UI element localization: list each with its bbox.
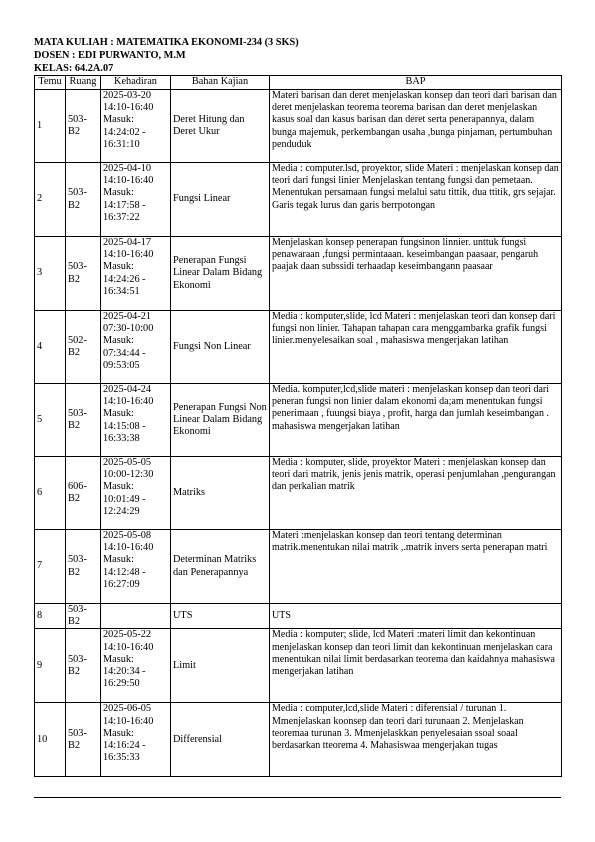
kehadiran-line: Masuk: — [103, 114, 134, 126]
cell-ruang: 502-B2 — [66, 311, 101, 384]
cell-kehadiran — [101, 457, 171, 530]
bap-text: Materi :menjelaskan konsep dan teori tentang determinan matrik.menentukan nilai matrik ,.matrik invers serta penerapan matri — [272, 530, 548, 554]
kehadiran-line: 14:20:34 - — [103, 666, 146, 678]
document-page — [34, 36, 561, 777]
kehadiran-line: 16:34:51 — [103, 285, 140, 297]
kehadiran-line: 14:17:58 - — [103, 199, 146, 211]
kehadiran-line: Masuk: — [103, 481, 134, 493]
cell-bap — [270, 311, 562, 384]
kehadiran-line: 14:16:24 - — [103, 740, 146, 752]
table-row — [35, 530, 562, 604]
cell-bap — [270, 163, 562, 237]
bap-text: Media : komputer,slide, lcd Materi : menjelaskan teori dan konsep dari fungsi non linier. Tahapan tahapan cara menggambarka grafik fungsi linier.menyelesaikan soal , mahasiswa mengerjakan latihan — [272, 311, 556, 347]
cell-bahan-kajian: Penerapan Fungsi Non Linear Dalam Bidang Ekonomi — [171, 384, 270, 457]
cell-kehadiran — [101, 703, 171, 777]
cell-kehadiran — [101, 384, 171, 457]
cell-temu: 6 — [35, 457, 66, 530]
kehadiran-line: 14:10-16:40 — [103, 175, 154, 187]
cell-temu: 7 — [35, 530, 66, 604]
kehadiran-line: Masuk: — [103, 653, 134, 665]
table-row — [35, 90, 562, 163]
cell-bap — [270, 530, 562, 604]
kehadiran-line: Masuk: — [103, 261, 134, 273]
cell-bap — [270, 604, 562, 629]
cell-bap — [270, 90, 562, 163]
cell-temu: 1 — [35, 90, 66, 163]
kehadiran-line: 14:12:48 - — [103, 566, 146, 578]
table-header-row — [35, 76, 562, 90]
kehadiran-line: 2025-06-05 — [103, 703, 152, 715]
kehadiran-line: 14:10-16:40 — [103, 641, 154, 653]
table-body — [35, 90, 562, 777]
cell-temu: 2 — [35, 163, 66, 237]
bap-text: Media : komputer; slide, lcd Materi :materi limit dan kekontinuan menjelaskan konsep dan teori limit dan kekontinuan menjelaskan cara menentukan nilai limit berdasarkan teorema dan kaidahnya mahasiswa mengerjakan latihan — [272, 629, 555, 678]
table-row — [35, 703, 562, 777]
kehadiran-line: 2025-04-10 — [103, 163, 152, 174]
bap-text: Media : komputer, slide, proyektor Materi : menjelaskan konsep dan teori dari matrik, jenis jenis matrik, operasi penjumlahan ,pengurangan dan perkalian matrik — [272, 457, 556, 493]
lecturer-name: DOSEN : EDI PURWANTO, M.M — [34, 50, 186, 61]
kehadiran-line: 14:24:02 - — [103, 126, 146, 138]
attendance-table — [34, 75, 562, 777]
bap-text: UTS — [272, 610, 291, 622]
kehadiran-line: 07:30-10:00 — [103, 323, 154, 335]
course-title: MATA KULIAH : MATEMATIKA EKONOMI-234 (3 SKS) — [34, 37, 299, 48]
kehadiran-line: 14:15:08 - — [103, 420, 146, 432]
kehadiran-line: 16:31:10 — [103, 138, 140, 150]
col-header-bap: BAP — [270, 76, 562, 90]
cell-ruang: 503-B2 — [66, 703, 101, 777]
cell-bahan-kajian: Matriks — [171, 457, 270, 530]
cell-ruang: 606-B2 — [66, 457, 101, 530]
kehadiran-line: 2025-05-08 — [103, 530, 152, 541]
cell-ruang: 503-B2 — [66, 604, 101, 629]
cell-bap — [270, 457, 562, 530]
cell-temu: 8 — [35, 604, 66, 629]
bap-text: Media. komputer,lcd,slide materi : menjelaskan konsep dan teori dari peneran fungsi non linier dalam ekonomi da;am menentukan fungsi penerimaan , fuungsi biaya , profit, harga dan jumlah keseimbangan . mahasiswa mengerjakan latihan — [272, 384, 550, 432]
cell-temu: 9 — [35, 629, 66, 703]
kehadiran-line: Masuk: — [103, 408, 134, 420]
kehadiran-line: 07:34:44 - — [103, 347, 146, 359]
cell-bahan-kajian: Fungsi Non Linear — [171, 311, 270, 384]
bap-text: Media : computer.lsd, proyektor, slide Materi : menjelaskan konsep dan teori dari fungsi linier Menjelaskan tentang fungsi dan pemetaan. Menentukan persamaan fungsi melalui satu tittik, dua ttitik, grs sejajar. Garis tegak lurus dan garis berrpotongan — [272, 163, 559, 211]
kehadiran-line: 14:24:26 - — [103, 273, 146, 285]
table-row — [35, 457, 562, 530]
cell-bahan-kajian: Differensial — [171, 703, 270, 777]
kehadiran-line: 16:37:22 — [103, 211, 140, 223]
kehadiran-line: 10:00-12:30 — [103, 469, 154, 481]
cell-bap — [270, 629, 562, 703]
kehadiran-line: Masuk: — [103, 187, 134, 199]
cell-ruang: 503-B2 — [66, 237, 101, 311]
cell-kehadiran — [101, 163, 171, 237]
kehadiran-line: Masuk: — [103, 554, 134, 566]
cell-kehadiran — [101, 629, 171, 703]
cell-ruang: 503-B2 — [66, 163, 101, 237]
table-row — [35, 237, 562, 311]
kehadiran-line: 14:10-16:40 — [103, 249, 154, 261]
table-row — [35, 163, 562, 237]
kehadiran-line: 2025-04-17 — [103, 237, 152, 248]
cell-ruang: 503-B2 — [66, 530, 101, 604]
cell-bahan-kajian: UTS — [171, 604, 270, 629]
table-row — [35, 604, 562, 629]
cell-bap — [270, 703, 562, 777]
cell-temu: 10 — [35, 703, 66, 777]
class-code: KELAS: 64.2A.07 — [34, 63, 114, 74]
kehadiran-line: 2025-04-21 — [103, 311, 152, 322]
kehadiran-line: 16:29:50 — [103, 678, 140, 690]
table-row — [35, 384, 562, 457]
cell-bap — [270, 384, 562, 457]
kehadiran-line: 14:10-16:40 — [103, 396, 154, 408]
col-header-temu: Temu — [35, 76, 66, 90]
kehadiran-line: 14:10-16:40 — [103, 715, 154, 727]
kehadiran-line: 16:35:33 — [103, 752, 140, 764]
cell-kehadiran — [101, 90, 171, 163]
col-header-bahan-kajian: Bahan Kajian — [171, 76, 270, 90]
cell-temu: 4 — [35, 311, 66, 384]
cell-bahan-kajian: Limit — [171, 629, 270, 703]
col-header-kehadiran: Kehadiran — [101, 76, 171, 90]
cell-bahan-kajian: Determinan Matriks dan Penerapannya — [171, 530, 270, 604]
cell-bahan-kajian: Deret Hitung dan Deret Ukur — [171, 90, 270, 163]
table-row — [35, 311, 562, 384]
kehadiran-line: 2025-03-20 — [103, 90, 152, 101]
kehadiran-line: 09:53:05 — [103, 359, 140, 371]
table-row — [35, 629, 562, 703]
cell-bap — [270, 237, 562, 311]
bap-text: Menjelaskan konsep penerapan fungsinon linnier. unttuk fungsi penawaraan ,fungsi permintaaan. keseimbangan paasaar, pengaruh paajak daan subssidi terhaadap keseimbangann paasaar — [272, 237, 539, 273]
bap-text: Media : computer,lcd,slide Materi : diferensial / turunan 1. Mmenjelaskan koonsep dan teori dari turunaan 2. Menjelaskan teoremaa turunan 3. Mmenjelaskkan penyelesaian ssoal soaal berdasarkan tteorema 4. Mahasiswaa mengerjakan tugas — [272, 703, 524, 752]
kehadiran-line: 16:33:38 — [103, 432, 140, 444]
kehadiran-line: 2025-05-22 — [103, 629, 152, 641]
kehadiran-line: 10:01:49 - — [103, 493, 146, 505]
cell-kehadiran — [101, 530, 171, 604]
cell-bahan-kajian: Fungsi Linear — [171, 163, 270, 237]
kehadiran-line: Masuk: — [103, 335, 134, 347]
cell-ruang: 503-B2 — [66, 384, 101, 457]
col-header-ruang: Ruang — [66, 76, 101, 90]
cell-bahan-kajian: Penerapan Fungsi Linear Dalam Bidang Ekonomi — [171, 237, 270, 311]
kehadiran-line: 16:27:09 — [103, 578, 140, 590]
kehadiran-line: Masuk: — [103, 727, 134, 739]
kehadiran-line: 2025-05-05 — [103, 457, 152, 468]
kehadiran-line: 12:24:29 — [103, 505, 140, 517]
kehadiran-line: 14:10-16:40 — [103, 542, 154, 554]
kehadiran-line: 2025-04-24 — [103, 384, 152, 395]
page-bottom-rule — [34, 797, 561, 798]
cell-temu: 3 — [35, 237, 66, 311]
bap-text: Materi barisan dan deret menjelaskan konsep dan teori dari barisan dan deret menjelaskan teorema teorema barisan dan deret menjelaskan kasus soal dan kasus barisan dan deret serta penerapannya, dalam bunga majemuk, perkembangan usaha ,bunga pinjaman, pertumbuhan penduduk — [272, 90, 557, 150]
cell-ruang: 503-B2 — [66, 629, 101, 703]
kehadiran-line: 14:10-16:40 — [103, 102, 154, 114]
cell-ruang: 503-B2 — [66, 90, 101, 163]
cell-kehadiran — [101, 604, 171, 629]
cell-kehadiran — [101, 237, 171, 311]
cell-temu: 5 — [35, 384, 66, 457]
cell-kehadiran — [101, 311, 171, 384]
